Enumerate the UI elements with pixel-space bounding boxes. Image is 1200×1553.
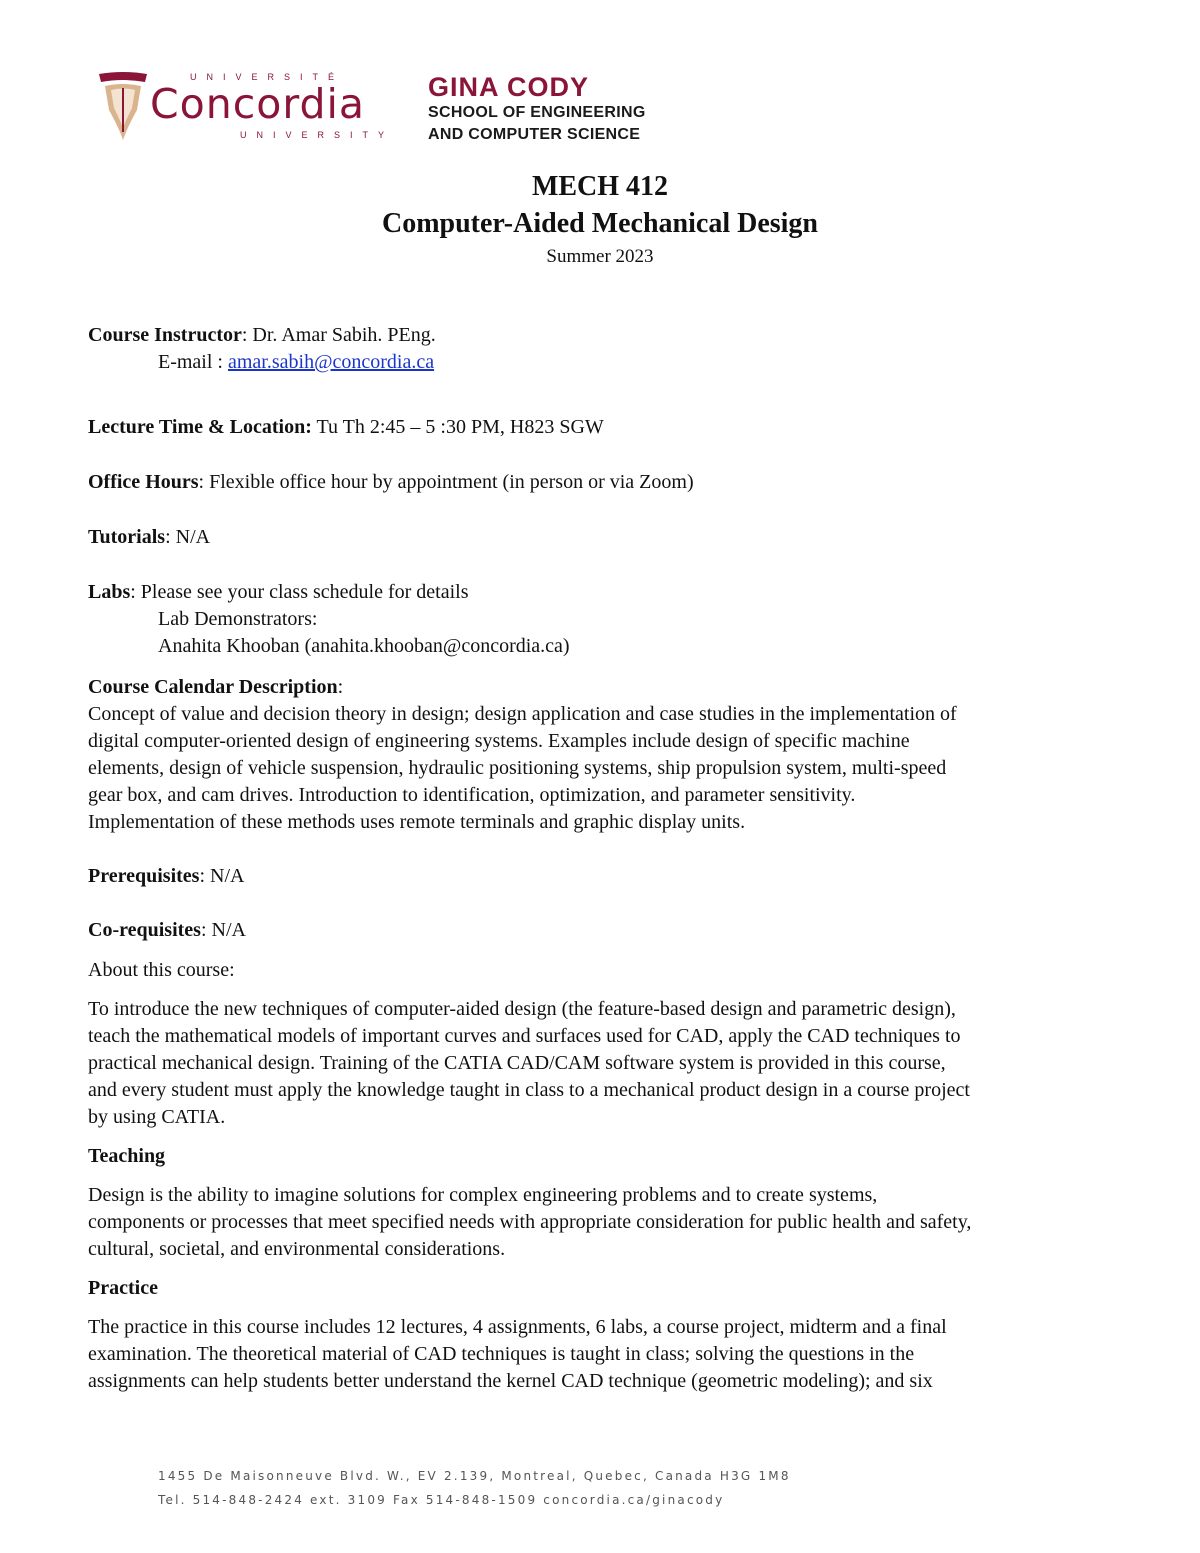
teaching-heading: Teaching	[88, 1145, 166, 1167]
about-line: practical mechanical design. Training of the CATIA CAD/CAM software system is provided in this course,	[88, 1052, 946, 1074]
office-hours-value: : Flexible office hour by appointment (in person or via Zoom)	[198, 471, 694, 493]
course-title: Computer-Aided Mechanical Design	[381, 208, 819, 239]
lecture-value: Tu Th 2:45 – 5 :30 PM, H823 SGW	[311, 416, 604, 438]
calendar-label: Course Calendar Description	[88, 676, 338, 698]
email-link[interactable]: amar.sabih@concordia.ca	[227, 351, 435, 373]
calendar-line: digital computer-oriented design of engineering systems. Examples include design of specific machine	[88, 730, 910, 752]
practice-line: assignments can help students better understand the kernel CAD technique (geometric modeling); and six	[88, 1370, 933, 1392]
email-label: E-mail :	[158, 351, 228, 373]
universite-label: UNIVERSITÉ	[190, 72, 345, 82]
email-line	[88, 349, 1138, 376]
practice-heading: Practice	[88, 1277, 158, 1299]
tutorials-line	[88, 524, 1138, 551]
course-code: MECH 412	[531, 171, 669, 202]
about-paragraph	[88, 996, 1138, 1131]
lab-demonstrators-label: Lab Demonstrators:	[158, 608, 318, 630]
corequisites-line	[88, 917, 1138, 944]
practice-paragraph	[88, 1314, 1138, 1395]
lecture-line	[88, 414, 1138, 441]
labs-label: Labs	[88, 581, 131, 603]
labs-line	[88, 579, 1138, 606]
concordia-wordmark: Concordia	[150, 80, 366, 128]
school-name: GINA CODY	[428, 72, 590, 102]
school-line-1: SCHOOL OF ENGINEERING	[428, 104, 646, 121]
document-body	[88, 322, 1138, 1395]
corequisites-value: : N/A	[200, 919, 246, 941]
title-block	[0, 168, 1200, 272]
footer-contact: Tel. 514-848-2424 ext. 3109 Fax 514-848-1509 concordia.ca/ginacody	[158, 1493, 725, 1507]
about-label: About this course:	[88, 959, 235, 981]
calendar-line: Concept of value and decision theory in design; design application and case studies in the implementation of	[88, 703, 957, 725]
instructor-value: : Dr. Amar Sabih. PEng.	[241, 324, 436, 346]
about-line: teach the mathematical models of important curves and surfaces used for CAD, apply the CAD techniques to	[88, 1025, 961, 1047]
office-hours-line	[88, 469, 1138, 496]
teaching-line: components or processes that meet specified needs with appropriate consideration for public health and safety,	[88, 1211, 972, 1233]
page-footer	[158, 1464, 791, 1512]
footer-address: 1455 De Maisonneuve Blvd. W., EV 2.139, Montreal, Quebec, Canada H3G 1M8	[158, 1469, 791, 1483]
university-label: UNIVERSITY	[240, 130, 395, 140]
practice-line: The practice in this course includes 12 lectures, 4 assignments, 6 labs, a course project, midterm and a final	[88, 1316, 947, 1338]
tutorials-label: Tutorials	[88, 526, 166, 548]
teaching-line: cultural, societal, and environmental considerations.	[88, 1238, 506, 1260]
about-line: by using CATIA.	[88, 1106, 226, 1128]
labs-value: : Please see your class schedule for details	[130, 581, 469, 603]
calendar-line: elements, design of vehicle suspension, hydraulic positioning systems, ship propulsion system, multi-speed	[88, 757, 947, 779]
calendar-description	[88, 701, 1138, 836]
tutorials-value: : N/A	[165, 526, 211, 548]
calendar-line: Implementation of these methods uses remote terminals and graphic display units.	[88, 811, 746, 833]
about-line: and every student must apply the knowledge taught in class to a mechanical product design in a course project	[88, 1079, 970, 1101]
calendar-line: gear box, and cam drives. Introduction to identification, optimization, and parameter sensitivity.	[88, 784, 856, 806]
course-term: Summer 2023	[546, 246, 654, 267]
office-hours-label: Office Hours	[88, 471, 199, 493]
about-line: To introduce the new techniques of computer-aided design (the feature-based design and parametric design),	[88, 998, 956, 1020]
lecture-label: Lecture Time & Location:	[88, 416, 312, 438]
calendar-heading-line	[88, 674, 1138, 701]
prerequisites-label: Prerequisites	[88, 865, 200, 887]
school-logo	[428, 72, 646, 146]
corequisites-label: Co-requisites	[88, 919, 201, 941]
practice-line: examination. The theoretical material of CAD techniques is taught in class; solving the questions in the	[88, 1343, 915, 1365]
concordia-shield-icon	[97, 70, 149, 142]
lab-demonstrator: Anahita Khooban (anahita.khooban@concordia.ca)	[158, 635, 570, 657]
prerequisites-value: : N/A	[199, 865, 245, 887]
school-line-2: AND COMPUTER SCIENCE	[428, 126, 641, 143]
prerequisites-line	[88, 863, 1138, 890]
instructor-label: Course Instructor	[88, 324, 242, 346]
teaching-paragraph	[88, 1182, 1138, 1263]
calendar-colon: :	[337, 676, 344, 698]
teaching-line: Design is the ability to imagine solutions for complex engineering problems and to create systems,	[88, 1184, 878, 1206]
instructor-line	[88, 322, 1138, 349]
